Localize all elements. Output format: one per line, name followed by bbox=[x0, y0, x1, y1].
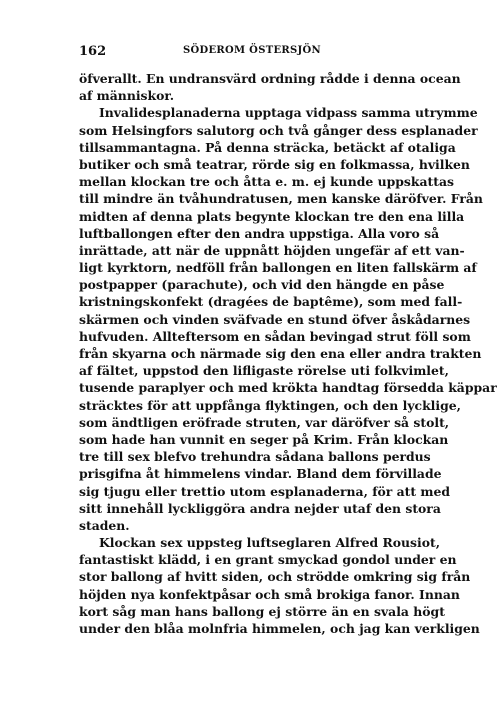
text-line: under den blåa molnfria himmelen, och jag kan verkligen bbox=[79, 621, 480, 636]
text-line: postpapper (parachute), och vid den hängde en påse bbox=[79, 277, 445, 293]
text-line: kristningskonfekt (dragées de baptême), som med fall- bbox=[79, 294, 463, 310]
text-line: prisgifna åt himmelens vindar. Bland dem förvillade bbox=[79, 466, 442, 482]
text-line: tillsammantagna. På denna sträcka, betäckt af otaliga bbox=[79, 139, 456, 155]
text-line: luftballongen efter den andra uppstiga. Alla voro så bbox=[79, 225, 440, 241]
text-line: sträcktes för att uppfånga flyktingen, och den lycklige, bbox=[79, 397, 461, 413]
text-line: sitt innehåll lyckliggöra andra nejder utaf den stora bbox=[79, 500, 441, 516]
text-line: ligt kyrktorn, nedföll från ballongen en liten fallskärm af bbox=[79, 260, 477, 276]
text-line: butiker och små teatrar, rörde sig en folkmassa, hvilken bbox=[79, 156, 470, 172]
text-line: tre till sex blefvo trehundra sådana ballons perdus bbox=[79, 449, 431, 465]
text-line: fantastiskt klädd, i en grant smyckad gondol under en bbox=[79, 552, 457, 568]
text-line: af människor. bbox=[79, 88, 175, 104]
body-text bbox=[79, 70, 497, 637]
book-page bbox=[79, 44, 497, 637]
running-head bbox=[79, 44, 425, 64]
running-title: SÖDEROM ÖSTERSJÖN bbox=[182, 45, 321, 56]
text-line: Klockan sex uppsteg luftseglaren Alfred Rousiot, bbox=[99, 535, 441, 551]
text-line: skärmen och vinden sväfvade en stund öfver åskådarnes bbox=[79, 311, 471, 327]
text-line: till mindre än tvåhundratusen, men kanske däröfver. Från bbox=[79, 191, 483, 207]
text-line: tusende paraplyer och med krökta handtag försedda käppar bbox=[79, 380, 497, 396]
text-line: som hade han vunnit en seger på Krim. Från klockan bbox=[79, 431, 449, 447]
text-line: kort såg man hans ballong ej större än en svala högt bbox=[79, 603, 445, 619]
text-line: mellan klockan tre och åtta e. m. ej kunde uppskattas bbox=[79, 174, 454, 190]
text-line: midten af denna plats begynte klockan tre den ena lilla bbox=[79, 208, 465, 224]
text-line: inrättade, att när de uppnått höjden ungefär af ett van- bbox=[79, 242, 465, 258]
text-line: af fältet, uppstod den lifligaste rörelse uti folkvimlet, bbox=[79, 363, 449, 379]
text-line: höjden nya konfektpåsar och små brokiga fanor. Innan bbox=[79, 586, 460, 602]
text-line: som Helsingfors salutorg och två gånger dess esplanader bbox=[79, 122, 478, 138]
text-line: som ändtligen eröfrade struten, var däröfver så stolt, bbox=[79, 414, 450, 430]
page-number: 162 bbox=[79, 44, 107, 59]
text-line: öfverallt. En undransvärd ordning rådde i denna ocean bbox=[79, 71, 461, 86]
text-line: från skyarna och närmade sig den ena eller andra trakten bbox=[79, 346, 482, 361]
text-line: stor ballong af hvitt siden, och strödde omkring sig från bbox=[79, 569, 471, 585]
text-line: sig tjugu eller trettio utom esplanaderna, för att med bbox=[79, 483, 451, 499]
text-line: hufvuden. Allteftersom en sådan bevingad strut föll som bbox=[79, 328, 471, 344]
text-line: staden. bbox=[79, 517, 130, 533]
text-line: Invalidesplanaderna upptaga vidpass samma utrymme bbox=[99, 105, 478, 121]
